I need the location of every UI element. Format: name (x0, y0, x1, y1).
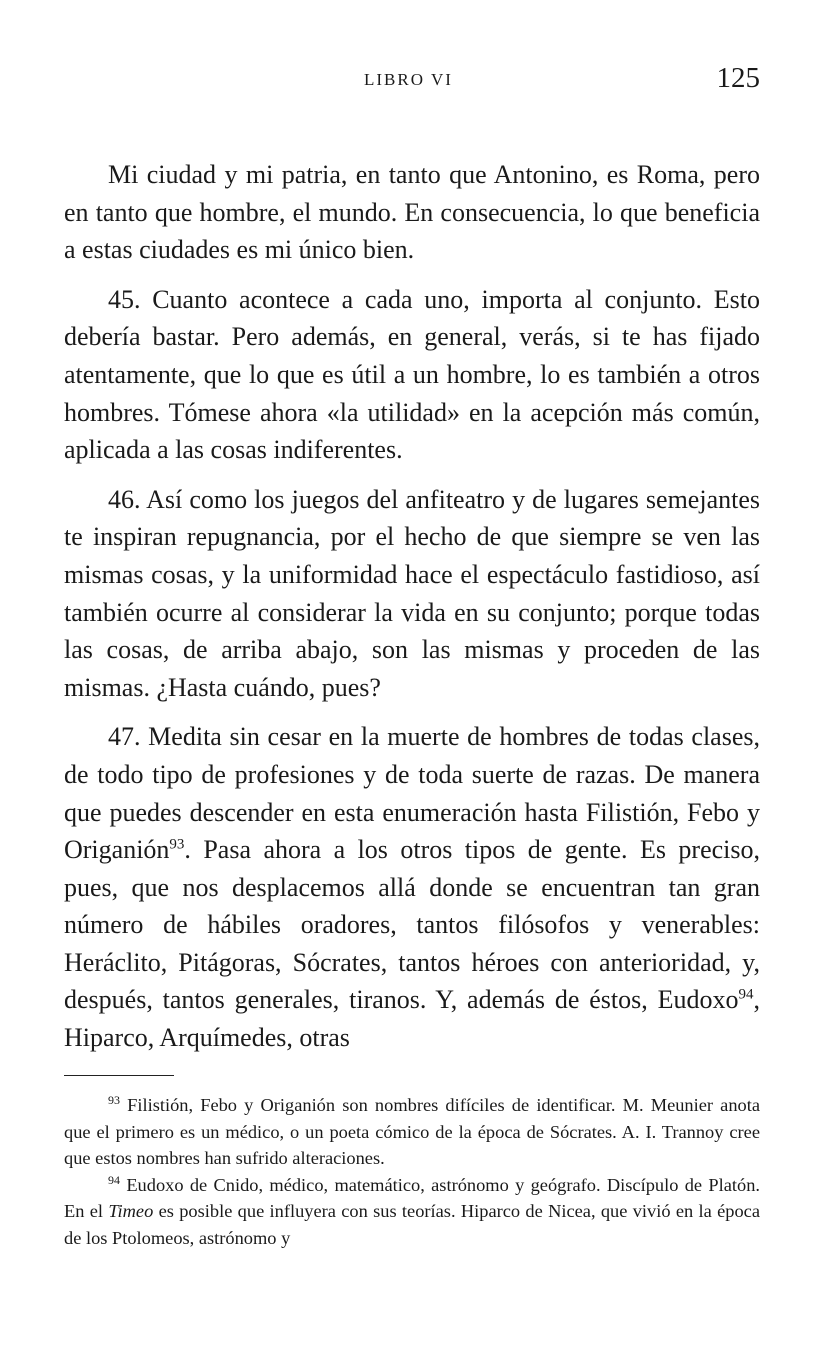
footnotes (64, 1092, 760, 1251)
footnote-93 (64, 1092, 760, 1172)
footnote-94-text-a: Eudoxo de Cnido, médico, matemático, astrónomo y geógrafo. Discípulo de Platón. En el (64, 1174, 760, 1221)
footnote-ref-93[interactable]: 93 (169, 836, 185, 853)
paragraph-47-part-a: 47. Medita sin cesar en la muerte de hombres de todas clases, de todo tipo de profesiones y de toda suerte de razas. De manera que puedes descender en esta enumeración hasta Filistión, Febo y Origanión (64, 722, 760, 865)
footnote-94-italic-title: Timeo (108, 1201, 154, 1221)
book-page (64, 0, 760, 1354)
running-head (64, 62, 760, 96)
footnote-93-number: 93 (108, 1092, 120, 1107)
paragraph-45: 45. Cuanto acontece a cada uno, importa al conjunto. Esto debería bastar. Pero además, en general, verás, si te has fijado atentamente, que lo que es útil a un hombre, lo es también a otros hombres. Tómese ahora «la utilidad» en la acepción más común, aplicada a las cosas indiferentes. (64, 284, 760, 465)
paragraph-intro: Mi ciudad y mi patria, en tanto que Antonino, es Roma, pero en tanto que hombre, el mundo. En consecuencia, lo que beneficia a estas ciudades es mi único bien. (64, 160, 760, 265)
footnote-ref-94[interactable]: 94 (738, 986, 754, 1003)
footnote-divider (64, 1075, 174, 1076)
paragraph-47 (64, 718, 760, 1056)
footnote-94-text-b: es posible que influyera con sus teorías. Hiparco de Nicea, que vivió en la época de los Ptolomeos, astrónomo y (64, 1201, 760, 1248)
running-title: LIBRO VI (364, 70, 453, 89)
paragraph-47-part-c: , Hiparco, Arquímedes, otras (64, 985, 760, 1053)
footnote-93-text: Filistión, Febo y Origanión son nombres difíciles de identificar. M. Meunier anota que el primero es un médico, o un poeta cómico de la época de Sócrates. A. I. Trannoy cree que estos nombres han sufrido alteraciones. (64, 1095, 760, 1168)
page-number: 125 (716, 62, 760, 94)
body-text (64, 156, 760, 1069)
paragraph-46: 46. Así como los juegos del anfiteatro y de lugares semejantes te inspiran repugnancia, por el hecho de que siempre se ven las mismas cosas, y la uniformidad hace el espectáculo fastidioso, así también ocurre al considerar la vida en su conjunto; porque todas las cosas, de arriba abajo, son las mismas y proceden de las mismas. ¿Hasta cuándo, pues? (64, 484, 760, 702)
footnote-94-number: 94 (108, 1172, 120, 1187)
paragraph-47-part-b: . Pasa ahora a los otros tipos de gente. Es preciso, pues, que nos desplacemos allá donde se encuentran tan gran número de hábiles oradores, tantos filósofos y venerables: Heráclito, Pitágoras, Sócrates, tantos héroes con anterioridad, y, después, tantos generales, tiranos. Y, además de éstos, Eudoxo (64, 835, 760, 1015)
footnote-94 (64, 1172, 760, 1252)
